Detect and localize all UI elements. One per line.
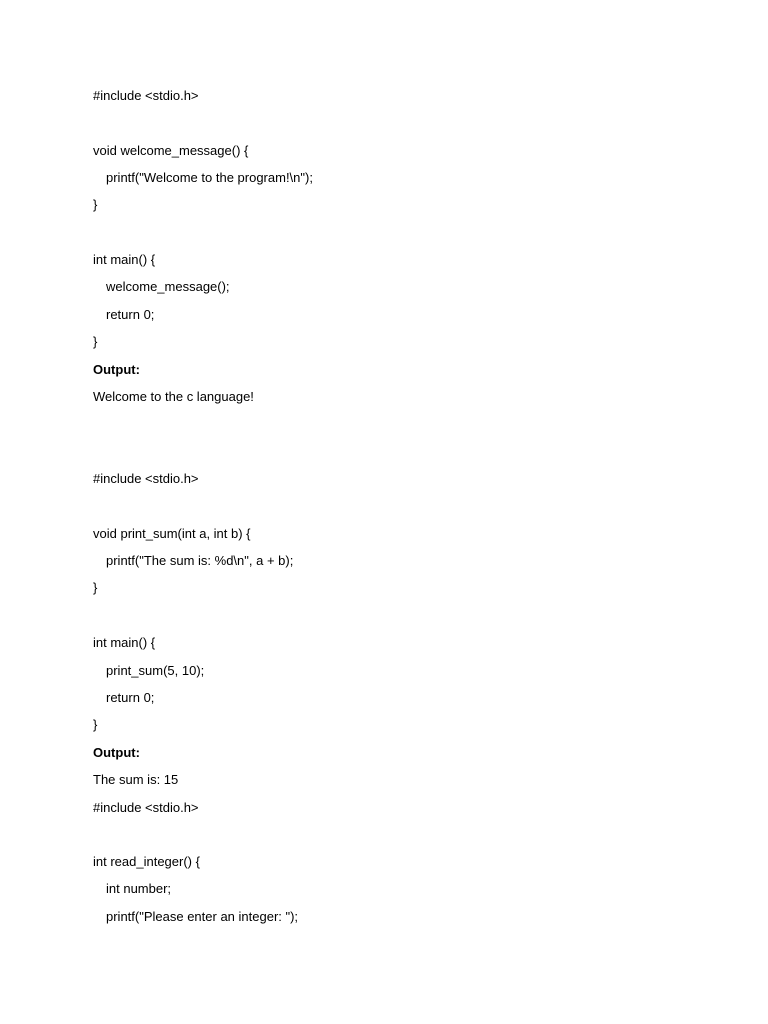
output-text: Welcome to the c language! <box>93 389 254 404</box>
code-line: } <box>93 197 98 212</box>
output-label: Output: <box>93 362 140 377</box>
code-line: #include <stdio.h> <box>93 800 199 815</box>
output-text: The sum is: 15 <box>93 772 179 787</box>
code-line: printf("Please enter an integer: "); <box>106 909 299 924</box>
code-line: } <box>93 580 98 595</box>
output-label: Output: <box>93 745 140 760</box>
code-line: int number; <box>106 881 172 896</box>
code-line: return 0; <box>106 307 155 322</box>
code-line: print_sum(5, 10); <box>106 663 205 678</box>
code-line: #include <stdio.h> <box>93 471 199 486</box>
code-line: #include <stdio.h> <box>93 88 199 103</box>
code-line: } <box>93 717 98 732</box>
code-line: welcome_message(); <box>106 279 230 294</box>
code-line: void print_sum(int a, int b) { <box>93 526 251 541</box>
code-line: return 0; <box>106 690 155 705</box>
code-line: void welcome_message() { <box>93 143 249 158</box>
code-line: printf("The sum is: %d\n", a + b); <box>106 553 294 568</box>
code-line: int main() { <box>93 252 156 267</box>
code-line: int read_integer() { <box>93 854 200 869</box>
code-line: int main() { <box>93 635 156 650</box>
code-line: } <box>93 334 98 349</box>
code-line: printf("Welcome to the program!\n"); <box>106 170 313 185</box>
